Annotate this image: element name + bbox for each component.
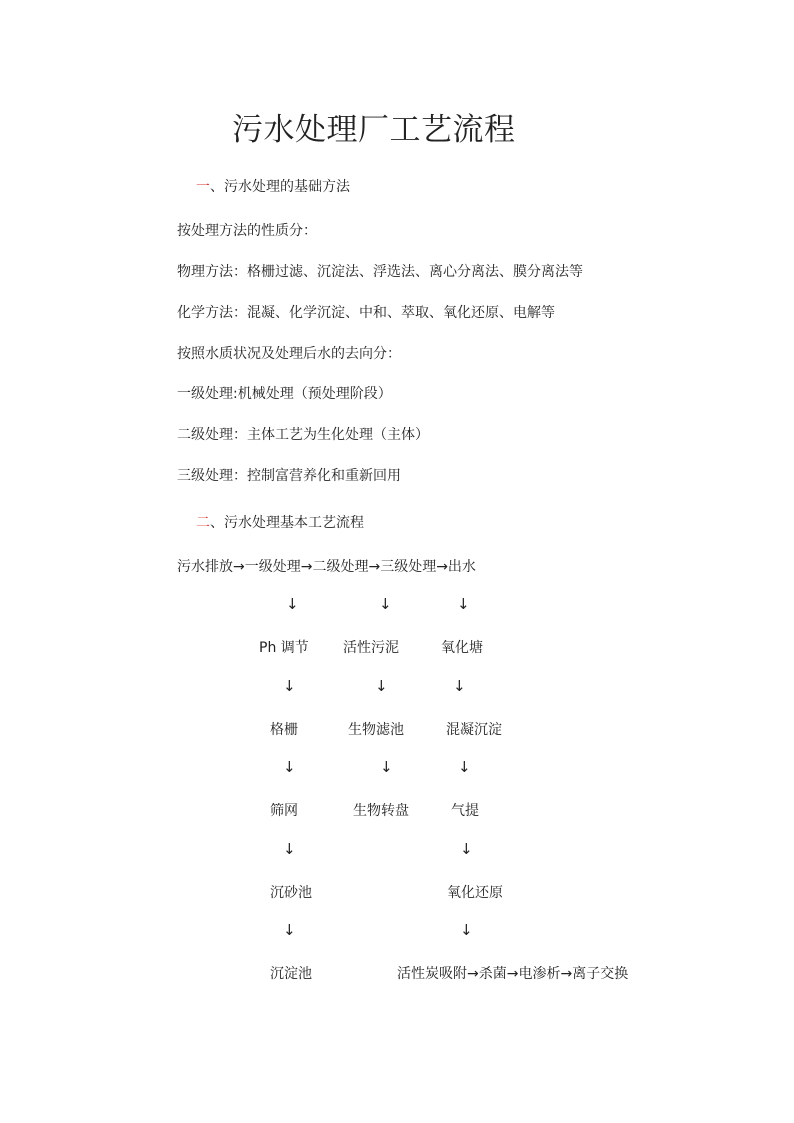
flow-arrow: ↓	[283, 921, 296, 939]
section-number-1: 一	[196, 179, 210, 195]
flow-step-primary-2: 格栅	[270, 722, 298, 738]
flow-arrow: ↓	[379, 595, 392, 613]
paragraph-classification-by-nature: 按处理方法的性质分：	[177, 223, 317, 239]
flow-arrow: ↓	[453, 677, 466, 695]
paragraph-tertiary-treatment: 三级处理：控制富营养化和重新回用	[177, 468, 401, 484]
flow-step-secondary-1: 活性污泥	[343, 640, 399, 656]
flow-step-secondary-3: 生物转盘	[353, 803, 409, 819]
flow-arrow: ↓	[283, 840, 296, 858]
flow-step-primary-1: Ph 调节	[259, 640, 309, 656]
page-title: 污水处理厂工艺流程	[232, 112, 516, 148]
flow-arrow: ↓	[286, 595, 299, 613]
section-text-1: 、污水处理的基础方法	[210, 179, 350, 195]
flow-arrow: ↓	[283, 677, 296, 695]
flow-step-primary-4: 沉砂池	[270, 885, 312, 901]
flow-step-primary-5: 沉淀池	[270, 966, 312, 982]
section-heading-1	[196, 176, 350, 196]
flow-step-tertiary-3: 气提	[451, 803, 479, 819]
flow-arrow: ↓	[283, 758, 296, 776]
flow-arrow: ↓	[458, 758, 471, 776]
paragraph-physical-methods: 物理方法：格栅过滤、沉淀法、浮选法、离心分离法、膜分离法等	[177, 264, 583, 280]
section-number-2: 二	[196, 515, 210, 531]
section-heading-2	[196, 512, 364, 532]
flow-arrow: ↓	[457, 595, 470, 613]
paragraph-secondary-treatment: 二级处理：主体工艺为生化处理（主体）	[177, 427, 429, 443]
flow-arrow: ↓	[460, 840, 473, 858]
paragraph-classification-by-water: 按照水质状况及处理后水的去向分：	[177, 346, 401, 362]
flow-step-tertiary-5: 活性炭吸附→杀菌→电渗析→离子交换	[397, 966, 629, 982]
flow-step-tertiary-1: 氧化塘	[441, 640, 483, 656]
section-text-2: 、污水处理基本工艺流程	[210, 515, 364, 531]
paragraph-chemical-methods: 化学方法：混凝、化学沉淀、中和、萃取、氧化还原、电解等	[177, 305, 555, 321]
flow-arrow: ↓	[375, 677, 388, 695]
flow-arrow: ↓	[380, 758, 393, 776]
flow-main-line: 污水排放→一级处理→二级处理→三级处理→出水	[177, 559, 476, 575]
flow-step-primary-3: 筛网	[270, 803, 298, 819]
flow-step-secondary-2: 生物滤池	[348, 722, 404, 738]
flow-step-tertiary-2: 混凝沉淀	[446, 722, 502, 738]
flow-step-tertiary-4: 氧化还原	[447, 885, 503, 901]
flow-arrow: ↓	[460, 921, 473, 939]
paragraph-primary-treatment: 一级处理:机械处理（预处理阶段）	[177, 386, 392, 402]
